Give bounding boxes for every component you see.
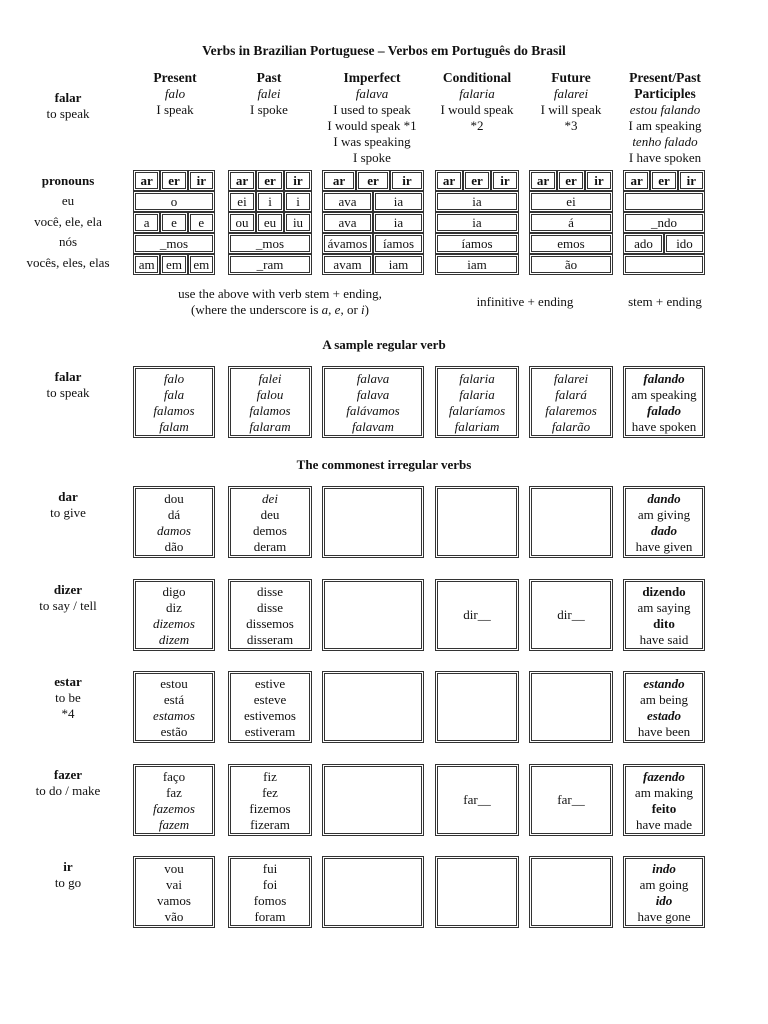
conjugation-form: falava — [356, 387, 390, 402]
ending-cell-participles — [623, 254, 705, 275]
ending-cell-present: o — [133, 191, 215, 212]
ending-cell-participles: ado — [623, 233, 664, 254]
conjugation-form: fazem — [158, 817, 190, 832]
conjugation-form: está — [163, 692, 185, 707]
verb-meaning: to do / make — [35, 783, 101, 798]
conjugation-box-dizer-past — [228, 579, 312, 651]
ending-cell-future: ão — [529, 254, 613, 275]
tense-header-future — [526, 70, 616, 134]
conjugation-form: estou — [160, 676, 188, 691]
conjugation-box-estar-past — [228, 671, 312, 743]
tense-example-line: I speak — [156, 102, 194, 117]
tense-example-line: I am speaking — [628, 118, 702, 133]
conjugation-form: indo — [652, 861, 676, 876]
ending-cell-imperfect: ar — [322, 170, 356, 191]
conjugation-box-dizer-participles — [623, 579, 705, 651]
tense-name: Imperfect — [343, 70, 401, 85]
conjugation-box-dar-present — [133, 486, 215, 558]
conjugation-form: am speaking — [631, 387, 697, 402]
conjugation-box-fazer-present — [133, 764, 215, 836]
conjugation-form: digo — [162, 584, 186, 599]
conjugation-form: falarão — [551, 419, 591, 434]
verb-meaning: *4 — [61, 706, 75, 721]
tense-example-line: I used to speak — [333, 102, 411, 117]
conjugation-box-dizer-conditional — [435, 579, 519, 651]
conjugation-form: estive — [254, 676, 286, 691]
conjugation-form: dizemos — [153, 616, 195, 631]
conjugation-form: have been — [637, 724, 691, 739]
conjugation-form: falariam — [454, 419, 500, 434]
ending-cell-past: iu — [284, 212, 312, 233]
tense-name: Present — [153, 70, 197, 85]
conjugation-form: fizemos — [249, 801, 291, 816]
tense-example-line: I was speaking — [333, 134, 411, 149]
tense-example-line: tenho falado — [632, 134, 698, 149]
conjugation-box-ir-past — [228, 856, 312, 928]
ending-cell-present: em — [160, 254, 187, 275]
tense-example-line: falo — [164, 86, 186, 101]
conjugation-box-dizer-future — [529, 579, 613, 651]
conjugation-form: damos — [157, 523, 191, 538]
ending-cell-imperfect: íamos — [373, 233, 424, 254]
conjugation-box-estar-future — [529, 671, 613, 743]
conjugation-box-dar-future — [529, 486, 613, 558]
page-title: Verbs in Brazilian Portuguese – Verbos em Português do Brasil — [202, 43, 566, 58]
infinitive-note: infinitive + ending — [476, 294, 574, 309]
conjugation-form: am giving — [637, 507, 691, 522]
stem-note-line2: (where the underscore is a, e, or i) — [190, 302, 369, 317]
pronoun-4: vocês, eles, elas — [26, 255, 110, 270]
conjugation-form: deram — [253, 539, 287, 554]
conjugation-form: falaremos — [545, 403, 597, 418]
ending-cell-present: ar — [133, 170, 160, 191]
ending-cell-future: á — [529, 212, 613, 233]
conjugation-form: am making — [634, 785, 694, 800]
conjugation-form: estão — [160, 724, 188, 739]
conjugation-form: fui — [262, 861, 278, 876]
conjugation-form: esteve — [253, 692, 287, 707]
conjugation-form: vão — [164, 909, 184, 924]
verb-label-dizer — [8, 582, 128, 614]
conjugation-form: dei — [262, 491, 278, 506]
ending-cell-imperfect: ava — [322, 191, 373, 212]
tense-example-line: falei — [257, 86, 281, 101]
conjugation-form: demos — [253, 523, 287, 538]
conjugation-box-ir-future — [529, 856, 613, 928]
conjugation-form: dou — [164, 491, 184, 506]
tense-header-imperfect — [312, 70, 432, 166]
tense-example-line: I spoke — [353, 150, 391, 165]
conjugation-form: falarei — [553, 371, 589, 386]
conjugation-form: deu — [260, 507, 280, 522]
conjugation-form: dir__ — [463, 607, 491, 622]
ending-cell-conditional: ia — [435, 212, 519, 233]
ending-cell-past: ir — [284, 170, 312, 191]
conjugation-form: far__ — [557, 792, 585, 807]
conjugation-form: estando — [643, 676, 685, 691]
verb-infinitive: ir — [63, 859, 73, 874]
conjugation-form: disse — [257, 600, 283, 615]
conjugation-box-ir-conditional — [435, 856, 519, 928]
conjugation-box-ir-present — [133, 856, 215, 928]
ending-cell-past: i — [284, 191, 312, 212]
conjugation-box-dar-conditional — [435, 486, 519, 558]
conjugation-box-falar-present — [133, 366, 215, 438]
conjugation-form: faz — [166, 785, 182, 800]
ending-cell-future: er — [557, 170, 585, 191]
ending-cell-imperfect: avam — [322, 254, 373, 275]
tense-example-line: I would speak *1 — [327, 118, 417, 133]
verb-label-falar — [8, 369, 128, 401]
ending-cell-imperfect: ava — [322, 212, 373, 233]
conjugation-form: vou — [164, 861, 184, 876]
conjugation-box-estar-present — [133, 671, 215, 743]
ending-cell-conditional: er — [463, 170, 491, 191]
ending-cell-participles — [623, 191, 705, 212]
tense-example-line: *3 — [564, 118, 578, 133]
verb-meaning: to say / tell — [39, 598, 97, 613]
conjugation-box-fazer-conditional — [435, 764, 519, 836]
tense-example-line: I will speak — [540, 102, 602, 117]
verb-label-ir — [8, 859, 128, 891]
tense-example-line: I would speak — [440, 102, 514, 117]
conjugation-box-falar-imperfect — [322, 366, 424, 438]
stem-note — [130, 286, 430, 318]
conjugation-form: dir__ — [557, 607, 585, 622]
verb-infinitive: dizer — [53, 582, 83, 597]
tense-header-present-past — [620, 70, 710, 166]
ending-cell-conditional: ar — [435, 170, 463, 191]
conjugation-box-fazer-future — [529, 764, 613, 836]
conjugation-form: foram — [254, 909, 286, 924]
conjugation-form: fizeram — [250, 817, 290, 832]
verb-label-dar — [8, 489, 128, 521]
conjugation-form: have spoken — [631, 419, 697, 434]
conjugation-form: have said — [639, 632, 689, 647]
conjugation-form: fala — [163, 387, 185, 402]
verb-meaning: to go — [54, 875, 82, 890]
tense-name: Future — [551, 70, 591, 85]
conjugation-box-estar-participles — [623, 671, 705, 743]
ending-cell-imperfect: er — [356, 170, 390, 191]
conjugation-box-falar-past — [228, 366, 312, 438]
verb-infinitive: falar — [54, 369, 82, 384]
conjugation-form: dando — [647, 491, 681, 506]
conjugation-form: feito — [651, 801, 677, 816]
conjugation-form: falo — [163, 371, 185, 386]
pronouns-label: pronouns — [41, 173, 95, 188]
verb-infinitive: fazer — [53, 767, 83, 782]
conjugation-form: falei — [258, 371, 282, 386]
tense-example-line: I spoke — [250, 102, 288, 117]
conjugation-form: am going — [639, 877, 689, 892]
ending-cell-future: emos — [529, 233, 613, 254]
ending-cell-past: _ram — [228, 254, 312, 275]
conjugation-form: dado — [651, 523, 677, 538]
tense-example-line: falava — [355, 86, 389, 101]
ending-cell-present: a — [133, 212, 160, 233]
conjugation-form: vamos — [157, 893, 191, 908]
tense-name: Present/Past — [629, 70, 701, 85]
ending-cell-conditional: ir — [491, 170, 519, 191]
verb-meaning: to speak — [46, 385, 90, 400]
conjugation-box-fazer-participles — [623, 764, 705, 836]
conjugation-form: falou — [256, 387, 284, 402]
conjugation-form: estamos — [153, 708, 195, 723]
conjugation-form: far__ — [463, 792, 491, 807]
ending-cell-past: ou — [228, 212, 256, 233]
header-verb-label — [8, 90, 128, 122]
conjugation-box-fazer-imperfect — [322, 764, 424, 836]
ending-cell-past: ei — [228, 191, 256, 212]
ending-cell-future: ei — [529, 191, 613, 212]
verb-label-fazer — [8, 767, 128, 799]
conjugation-form: falavam — [352, 419, 394, 434]
ending-cell-participles: er — [650, 170, 677, 191]
stem-ending-note: stem + ending — [628, 294, 702, 309]
conjugation-form: disseram — [246, 632, 294, 647]
conjugation-box-ir-participles — [623, 856, 705, 928]
tense-example-line: estou falando — [629, 102, 701, 117]
pronoun-2: você, ele, ela — [34, 214, 102, 229]
pronoun-3: nós — [58, 234, 78, 249]
header-meaning: to speak — [46, 106, 90, 121]
conjugation-form: fazendo — [643, 769, 685, 784]
ending-cell-past: ar — [228, 170, 256, 191]
conjugation-form: falando — [643, 371, 685, 386]
ending-cell-imperfect: ir — [390, 170, 424, 191]
tense-header-conditional — [432, 70, 522, 134]
conjugation-form: falamos — [249, 403, 291, 418]
tense-example-line: Participles — [634, 86, 696, 101]
conjugation-form: falaria — [459, 371, 495, 386]
conjugation-form: dizem — [158, 632, 190, 647]
ending-cell-conditional: ia — [435, 191, 519, 212]
ending-cell-present: _mos — [133, 233, 215, 254]
conjugation-form: falávamos — [346, 403, 400, 418]
conjugation-form: dão — [164, 539, 184, 554]
conjugation-form: dizendo — [642, 584, 686, 599]
conjugation-form: foi — [262, 877, 278, 892]
conjugation-form: falaram — [249, 419, 291, 434]
conjugation-form: have gone — [637, 909, 691, 924]
ending-cell-participles: ido — [664, 233, 705, 254]
conjugation-box-falar-future — [529, 366, 613, 438]
conjugation-form: dito — [653, 616, 675, 631]
conjugation-form: am saying — [637, 600, 691, 615]
conjugation-form: fiz — [263, 769, 277, 784]
conjugation-form: fez — [262, 785, 278, 800]
conjugation-form: vai — [166, 877, 182, 892]
conjugation-box-dar-participles — [623, 486, 705, 558]
header-verb: falar — [54, 90, 82, 105]
tense-name: Past — [256, 70, 282, 85]
conjugation-form: falam — [159, 419, 189, 434]
conjugation-form: have made — [636, 817, 692, 832]
tense-header-past — [222, 70, 316, 118]
ending-cell-past: eu — [256, 212, 284, 233]
ending-cell-imperfect: ávamos — [322, 233, 373, 254]
conjugation-box-estar-conditional — [435, 671, 519, 743]
conjugation-box-dar-imperfect — [322, 486, 424, 558]
conjugation-form: fazemos — [153, 801, 195, 816]
ending-cell-conditional: iam — [435, 254, 519, 275]
conjugation-box-fazer-past — [228, 764, 312, 836]
tense-example-line: I have spoken — [628, 150, 702, 165]
conjugation-form: falaria — [459, 387, 495, 402]
tense-example-line: falarei — [553, 86, 589, 101]
ending-cell-participles: ar — [623, 170, 650, 191]
tense-example-line: *2 — [470, 118, 484, 133]
ending-cell-past: _mos — [228, 233, 312, 254]
ending-cell-present: em — [188, 254, 215, 275]
conjugation-form: have given — [635, 539, 693, 554]
conjugation-form: falava — [356, 371, 390, 386]
conjugation-box-ir-imperfect — [322, 856, 424, 928]
conjugation-form: fomos — [253, 893, 287, 908]
verb-label-estar — [8, 674, 128, 722]
conjugation-form: estado — [647, 708, 681, 723]
tense-example-line: falaria — [459, 86, 495, 101]
conjugation-box-dar-past — [228, 486, 312, 558]
ending-cell-present: am — [133, 254, 160, 275]
ending-cell-present: er — [160, 170, 187, 191]
conjugation-box-estar-imperfect — [322, 671, 424, 743]
tense-name: Conditional — [442, 70, 512, 85]
ending-cell-past: i — [256, 191, 284, 212]
conjugation-form: estiveram — [244, 724, 296, 739]
conjugation-form: falaríamos — [448, 403, 506, 418]
verb-infinitive: estar — [54, 674, 82, 689]
verb-meaning: to be — [55, 690, 81, 705]
conjugation-form: falado — [647, 403, 681, 418]
conjugation-form: ido — [655, 893, 673, 908]
stem-note-line1: use the above with verb stem + ending, — [178, 286, 382, 301]
pronoun-1: eu — [61, 193, 75, 208]
conjugation-form: am being — [639, 692, 688, 707]
conjugation-box-falar-participles — [623, 366, 705, 438]
conjugation-box-dizer-imperfect — [322, 579, 424, 651]
tense-header-present — [130, 70, 220, 118]
sample-heading: A sample regular verb — [322, 337, 446, 352]
conjugation-form: falamos — [153, 403, 195, 418]
ending-cell-present: e — [160, 212, 187, 233]
conjugation-form: faço — [162, 769, 186, 784]
conjugation-form: dá — [167, 507, 181, 522]
ending-cell-present: ir — [188, 170, 215, 191]
ending-cell-imperfect: iam — [373, 254, 424, 275]
ending-cell-participles: ir — [678, 170, 705, 191]
conjugation-box-falar-conditional — [435, 366, 519, 438]
verb-meaning: to give — [50, 505, 86, 520]
ending-cell-imperfect: ia — [373, 191, 424, 212]
conjugation-form: estivemos — [244, 708, 296, 723]
ending-cell-present: e — [188, 212, 215, 233]
conjugation-form: falará — [555, 387, 587, 402]
ending-cell-participles: _ndo — [623, 212, 705, 233]
irregular-heading: The commonest irregular verbs — [296, 457, 472, 472]
ending-cell-past: er — [256, 170, 284, 191]
ending-cell-conditional: íamos — [435, 233, 519, 254]
ending-cell-future: ir — [585, 170, 613, 191]
conjugation-form: dissemos — [246, 616, 294, 631]
conjugation-form: disse — [257, 584, 283, 599]
conjugation-box-dizer-present — [133, 579, 215, 651]
ending-cell-imperfect: ia — [373, 212, 424, 233]
ending-cell-future: ar — [529, 170, 557, 191]
verb-infinitive: dar — [58, 489, 78, 504]
conjugation-form: diz — [166, 600, 182, 615]
